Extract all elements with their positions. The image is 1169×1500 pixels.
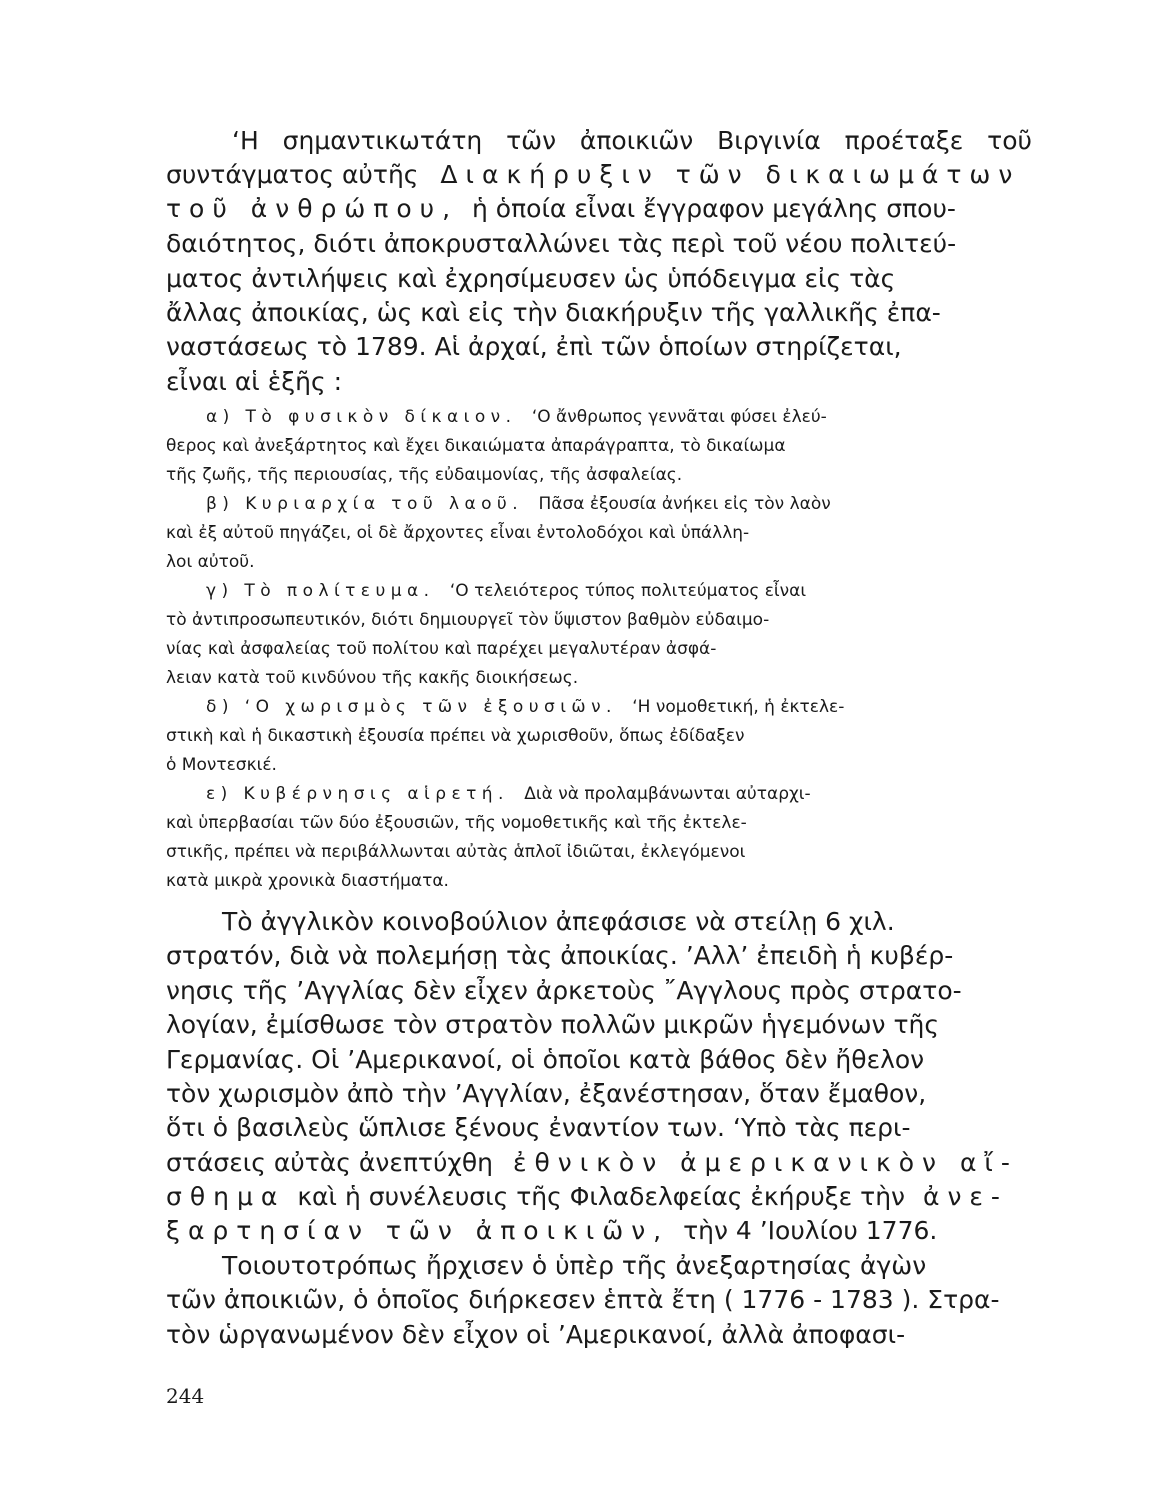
text-segment: Πᾶσα ἐξουσία ἀνήκει εἰς τὸν λαὸν	[538, 494, 831, 514]
text-segment: Διὰ νὰ προλαμβάνωνται αὐταρχι-	[524, 784, 811, 804]
text-segment: ‘Ο τελειότερος τύπος πολιτεύματος εἶναι	[449, 581, 807, 601]
text-line: τὸ ἀντιπροσωπευτικόν, διότι δημιουργεῖ τὸν ὕψιστον βαθμὸν εὐδαιμο-	[166, 610, 770, 630]
text-line	[206, 494, 831, 514]
spaced-emphasis: ξαρτησίαν τῶν ἀποικιῶν,	[166, 1216, 670, 1245]
text-segment: συντάγματος αὐτῆς	[166, 160, 419, 189]
text-line	[166, 194, 956, 223]
text-line: κατὰ μικρὰ χρονικὰ διαστήματα.	[166, 871, 449, 891]
text-line: ναστάσεως τὸ 1789. Αἱ ἀρχαί, ἐπὶ τῶν ὁποίων στηρίζεται,	[166, 332, 902, 361]
text-line: τῶν ἀποικιῶν, ὁ ὁποῖος διήρκεσεν ἑπτὰ ἔτη ( 1776 - 1783 ). Στρα-	[166, 1285, 1000, 1314]
text-line: τὸν χωρισμὸν ἀπὸ τὴν ’Αγγλίαν, ἐξανέστησαν, ὅταν ἔμαθον,	[166, 1079, 927, 1108]
text-line: ἄλλας ἀποικίας, ὡς καὶ εἰς τὴν διακήρυξιν τῆς γαλλικῆς ἐπα-	[166, 298, 941, 327]
text-line	[166, 1216, 937, 1245]
principle-heading: β) Κυριαρχία τοῦ λαοῦ.	[206, 494, 524, 514]
text-line	[206, 407, 827, 427]
text-line	[206, 784, 811, 804]
spaced-emphasis: ἐθνικὸν ἀμερικανικὸν αἴ-	[512, 1148, 1018, 1177]
text-line: καὶ ἐξ αὐτοῦ πηγάζει, οἱ δὲ ἄρχοντες εἶναι ἐντολοδόχοι καὶ ὑπάλλη-	[166, 523, 750, 543]
text-line: λειαν κατὰ τοῦ κινδύνου τῆς κακῆς διοικήσεως.	[166, 668, 579, 688]
text-line: στικὴ καὶ ἡ δικαστικὴ ἐξουσία πρέπει νὰ χωρισθοῦν, ὅπως ἐδίδαξεν	[166, 726, 745, 746]
text-line	[166, 1148, 1018, 1177]
text-line: τῆς ζωῆς, τῆς περιουσίας, τῆς εὐδαιμονίας, τῆς ἀσφαλείας.	[166, 465, 683, 485]
text-line	[206, 581, 806, 601]
text-line: νησις τῆς ’Αγγλίας δὲν εἶχεν ἀρκετοὺς ῎Αγγλους πρὸς στρατο-	[166, 976, 962, 1005]
text-line: θερος καὶ ἀνεξάρτητος καὶ ἔχει δικαιώματα ἀπαράγραπτα, τὸ δικαίωμα	[166, 436, 786, 456]
text-line: Τὸ ἀγγλικὸν κοινοβούλιον ἀπεφάσισε νὰ στείλῃ 6 χιλ.	[222, 907, 895, 936]
text-line: λοι αὐτοῦ.	[166, 552, 255, 572]
text-line: στρατόν, διὰ νὰ πολεμήσῃ τὰς ἀποικίας. ’Αλλ’ ἐπειδὴ ἡ κυβέρ-	[166, 941, 954, 970]
principle-heading: δ) ‘Ο χωρισμὸς τῶν ἐξουσιῶν.	[206, 697, 617, 717]
text-line: ‘Η σημαντικωτάτη τῶν ἀποικιῶν Βιργινία προέταξε τοῦ	[232, 126, 1032, 155]
text-line: δαιότητος, διότι ἀποκρυσταλλώνει τὰς περὶ τοῦ νέου πολιτεύ-	[166, 229, 957, 258]
text-line: ὅτι ὁ βασιλεὺς ὥπλισε ξένους ἐναντίον των. ‘Υπὸ τὰς περι-	[166, 1113, 911, 1142]
principle-heading: ε) Κυβέρνησις αἱρετή.	[206, 784, 509, 804]
text-segment: στάσεις αὐτὰς ἀνεπτύχθη	[166, 1148, 494, 1177]
spaced-emphasis: τοῦ ἀνθρώπου,	[166, 194, 459, 223]
text-line: νίας καὶ ἀσφαλείας τοῦ πολίτου καὶ παρέχει μεγαλυτέραν ἀσφά-	[166, 639, 717, 659]
text-segment: τὴν 4 ’Ιουλίου 1776.	[683, 1216, 938, 1245]
principle-heading: α) Τὸ φυσικὸν δίκαιον.	[206, 407, 517, 427]
spaced-emphasis: Διακήρυξιν τῶν δικαιωμάτων	[440, 160, 1021, 189]
text-line: Τοιουτοτρόπως ἤρχισεν ὁ ὑπὲρ τῆς ἀνεξαρτησίας ἀγὼν	[222, 1251, 927, 1280]
text-line	[166, 160, 1020, 189]
text-segment: ‘Ο ἄνθρωπος γεννᾶται φύσει ἐλεύ-	[531, 407, 827, 427]
spaced-emphasis: ἀνε-	[922, 1182, 1008, 1211]
text-line	[166, 1182, 1008, 1211]
text-line: λογίαν, ἐμίσθωσε τὸν στρατὸν πολλῶν μικρῶν ἡγεμόνων τῆς	[166, 1010, 940, 1039]
principle-heading: γ) Τὸ πολίτευμα.	[206, 581, 435, 601]
text-segment: καὶ ἡ συνέλευσις τῆς Φιλαδελφείας ἐκήρυξε τὴν	[297, 1182, 906, 1211]
text-line: τὸν ὡργανωμένον δὲν εἶχον οἱ ’Αμερικανοί, ἀλλὰ ἀποφασι-	[166, 1320, 906, 1349]
text-line: εἶναι αἱ ἑξῆς :	[166, 367, 343, 396]
text-line: Γερμανίας. Οἱ ’Αμερικανοί, οἱ ὁποῖοι κατὰ βάθος δὲν ἤθελον	[166, 1045, 925, 1074]
text-segment: ἡ ὁποία εἶναι ἔγγραφον μεγάλης σπου-	[472, 194, 956, 223]
text-line	[206, 697, 844, 717]
spaced-emphasis: σθημα	[166, 1182, 286, 1211]
page-number: 244	[166, 1384, 205, 1408]
text-line: ὁ Μοντεσκιέ.	[166, 755, 277, 775]
text-line: ματος ἀντιλήψεις καὶ ἐχρησίμευσεν ὡς ὑπόδειγμα εἰς τὰς	[166, 264, 896, 293]
text-segment: ‘Η νομοθετική, ἡ ἐκτελε-	[632, 697, 845, 717]
text-line: στικῆς, πρέπει νὰ περιβάλλωνται αὐτὰς ἁπλοῖ ἰδιῶται, ἐκλεγόμενοι	[166, 842, 746, 862]
text-line: καὶ ὑπερβασίαι τῶν δύο ἐξουσιῶν, τῆς νομοθετικῆς καὶ τῆς ἐκτελε-	[166, 813, 747, 833]
